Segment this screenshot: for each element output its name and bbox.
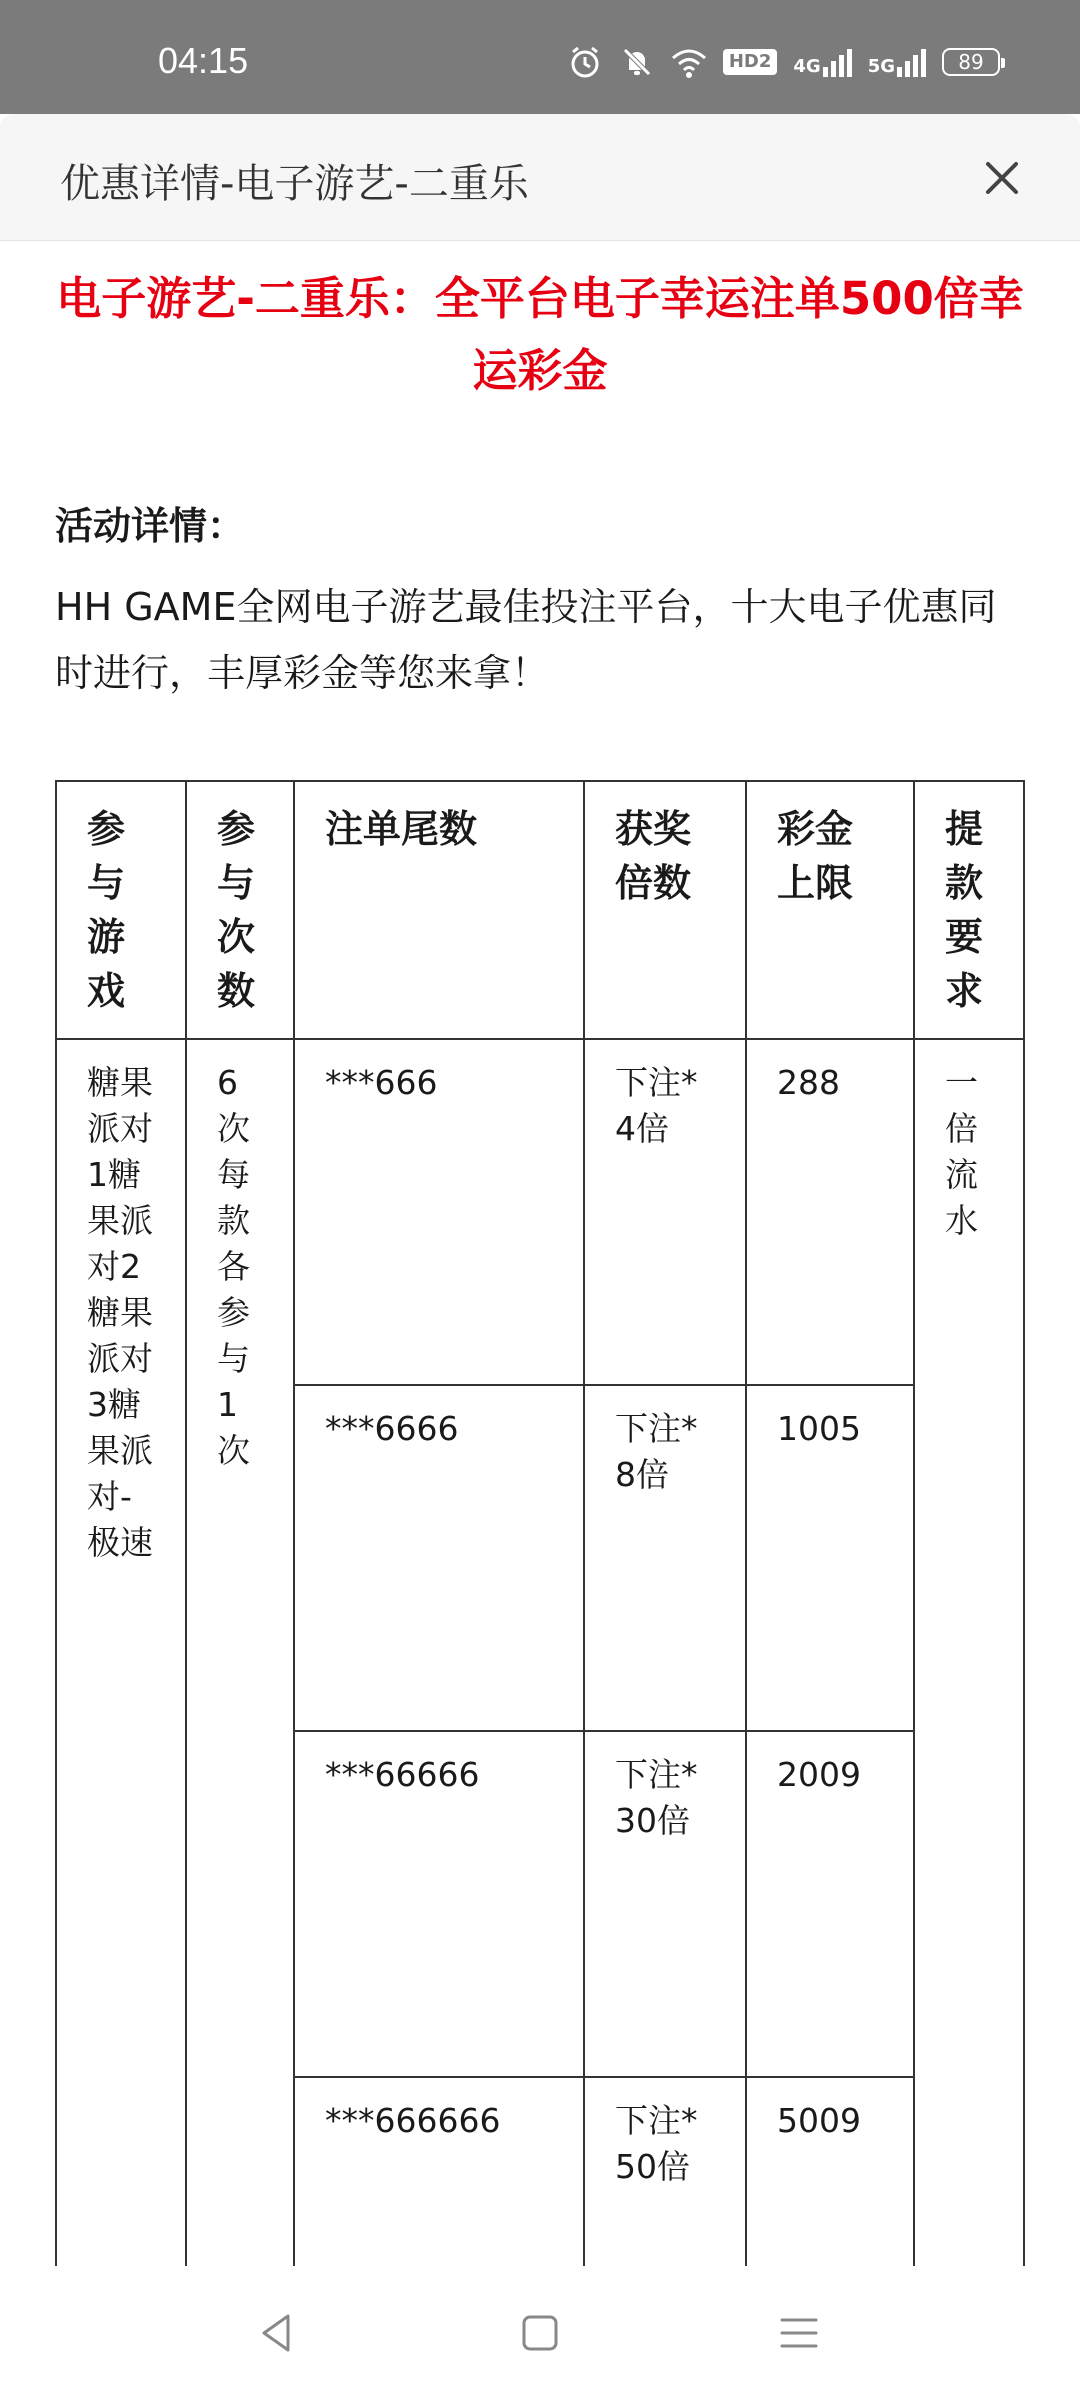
promo-detail-sheet bbox=[0, 114, 1080, 2266]
requirement-cell: 一倍流水 bbox=[914, 1039, 1024, 2266]
sheet-header bbox=[0, 114, 1080, 241]
battery-level: 89 bbox=[958, 50, 984, 74]
signal-bars-icon bbox=[823, 47, 852, 77]
cap-cell: 2009 bbox=[746, 1731, 914, 2077]
tail-cell: ***66666 bbox=[294, 1731, 584, 2077]
status-time: 04:15 bbox=[158, 40, 249, 81]
signal-bars-icon bbox=[897, 47, 926, 77]
header-game: 参与游戏 bbox=[56, 781, 186, 1039]
table-header-row bbox=[56, 781, 1024, 1039]
promo-title: 电子游艺-二重乐：全平台电子幸运注单500倍幸运彩金 bbox=[56, 272, 1024, 397]
hd-badge: HD2 bbox=[723, 49, 778, 75]
games-cell: 糖果派对1糖果派对2糖果派对3糖果派对-极速 bbox=[56, 1039, 186, 2266]
table-row bbox=[56, 1039, 1024, 1385]
header-tail: 注单尾数 bbox=[294, 781, 584, 1039]
battery-indicator bbox=[942, 48, 1000, 76]
multiplier-cell: 下注*8倍 bbox=[584, 1385, 746, 1731]
signal-4g bbox=[793, 47, 851, 77]
mute-icon bbox=[619, 44, 655, 80]
cap-cell: 288 bbox=[746, 1039, 914, 1385]
promo-content bbox=[0, 263, 1080, 2266]
navigation-bar bbox=[0, 2266, 1080, 2400]
cap-cell: 5009 bbox=[746, 2077, 914, 2266]
net-4g-label: 4G bbox=[793, 56, 821, 77]
multiplier-cell: 下注*30倍 bbox=[584, 1731, 746, 2077]
count-cell: 6次每款各参与1次 bbox=[186, 1039, 294, 2266]
status-icons bbox=[567, 44, 1000, 80]
promo-intro: HH GAME全网电子游艺最佳投注平台，十大电子优惠同时进行，丰厚彩金等您来拿！ bbox=[55, 585, 997, 695]
header-multiplier: 获奖倍数 bbox=[584, 781, 746, 1039]
alarm-icon bbox=[567, 44, 603, 80]
recents-icon[interactable] bbox=[772, 2306, 826, 2360]
tail-cell: ***6666 bbox=[294, 1385, 584, 1731]
signal-5g bbox=[868, 47, 926, 77]
header-count: 参与次数 bbox=[186, 781, 294, 1039]
tail-cell: ***666 bbox=[294, 1039, 584, 1385]
cap-cell: 1005 bbox=[746, 1385, 914, 1731]
section-label: 活动详情： bbox=[55, 504, 246, 548]
rules-table bbox=[55, 780, 1025, 2266]
tail-cell: ***666666 bbox=[294, 2077, 584, 2266]
home-icon[interactable] bbox=[513, 2306, 567, 2360]
net-5g-label: 5G bbox=[867, 56, 895, 77]
multiplier-cell: 下注*50倍 bbox=[584, 2077, 746, 2266]
sheet-title: 优惠详情-电子游艺-二重乐 bbox=[60, 161, 529, 207]
back-icon[interactable] bbox=[250, 2306, 304, 2360]
wifi-icon bbox=[671, 44, 707, 80]
multiplier-cell: 下注*4倍 bbox=[584, 1039, 746, 1385]
header-requirement: 提款要求 bbox=[914, 781, 1024, 1039]
close-icon[interactable] bbox=[974, 150, 1030, 206]
header-cap: 彩金上限 bbox=[746, 781, 914, 1039]
status-bar bbox=[0, 0, 1080, 114]
